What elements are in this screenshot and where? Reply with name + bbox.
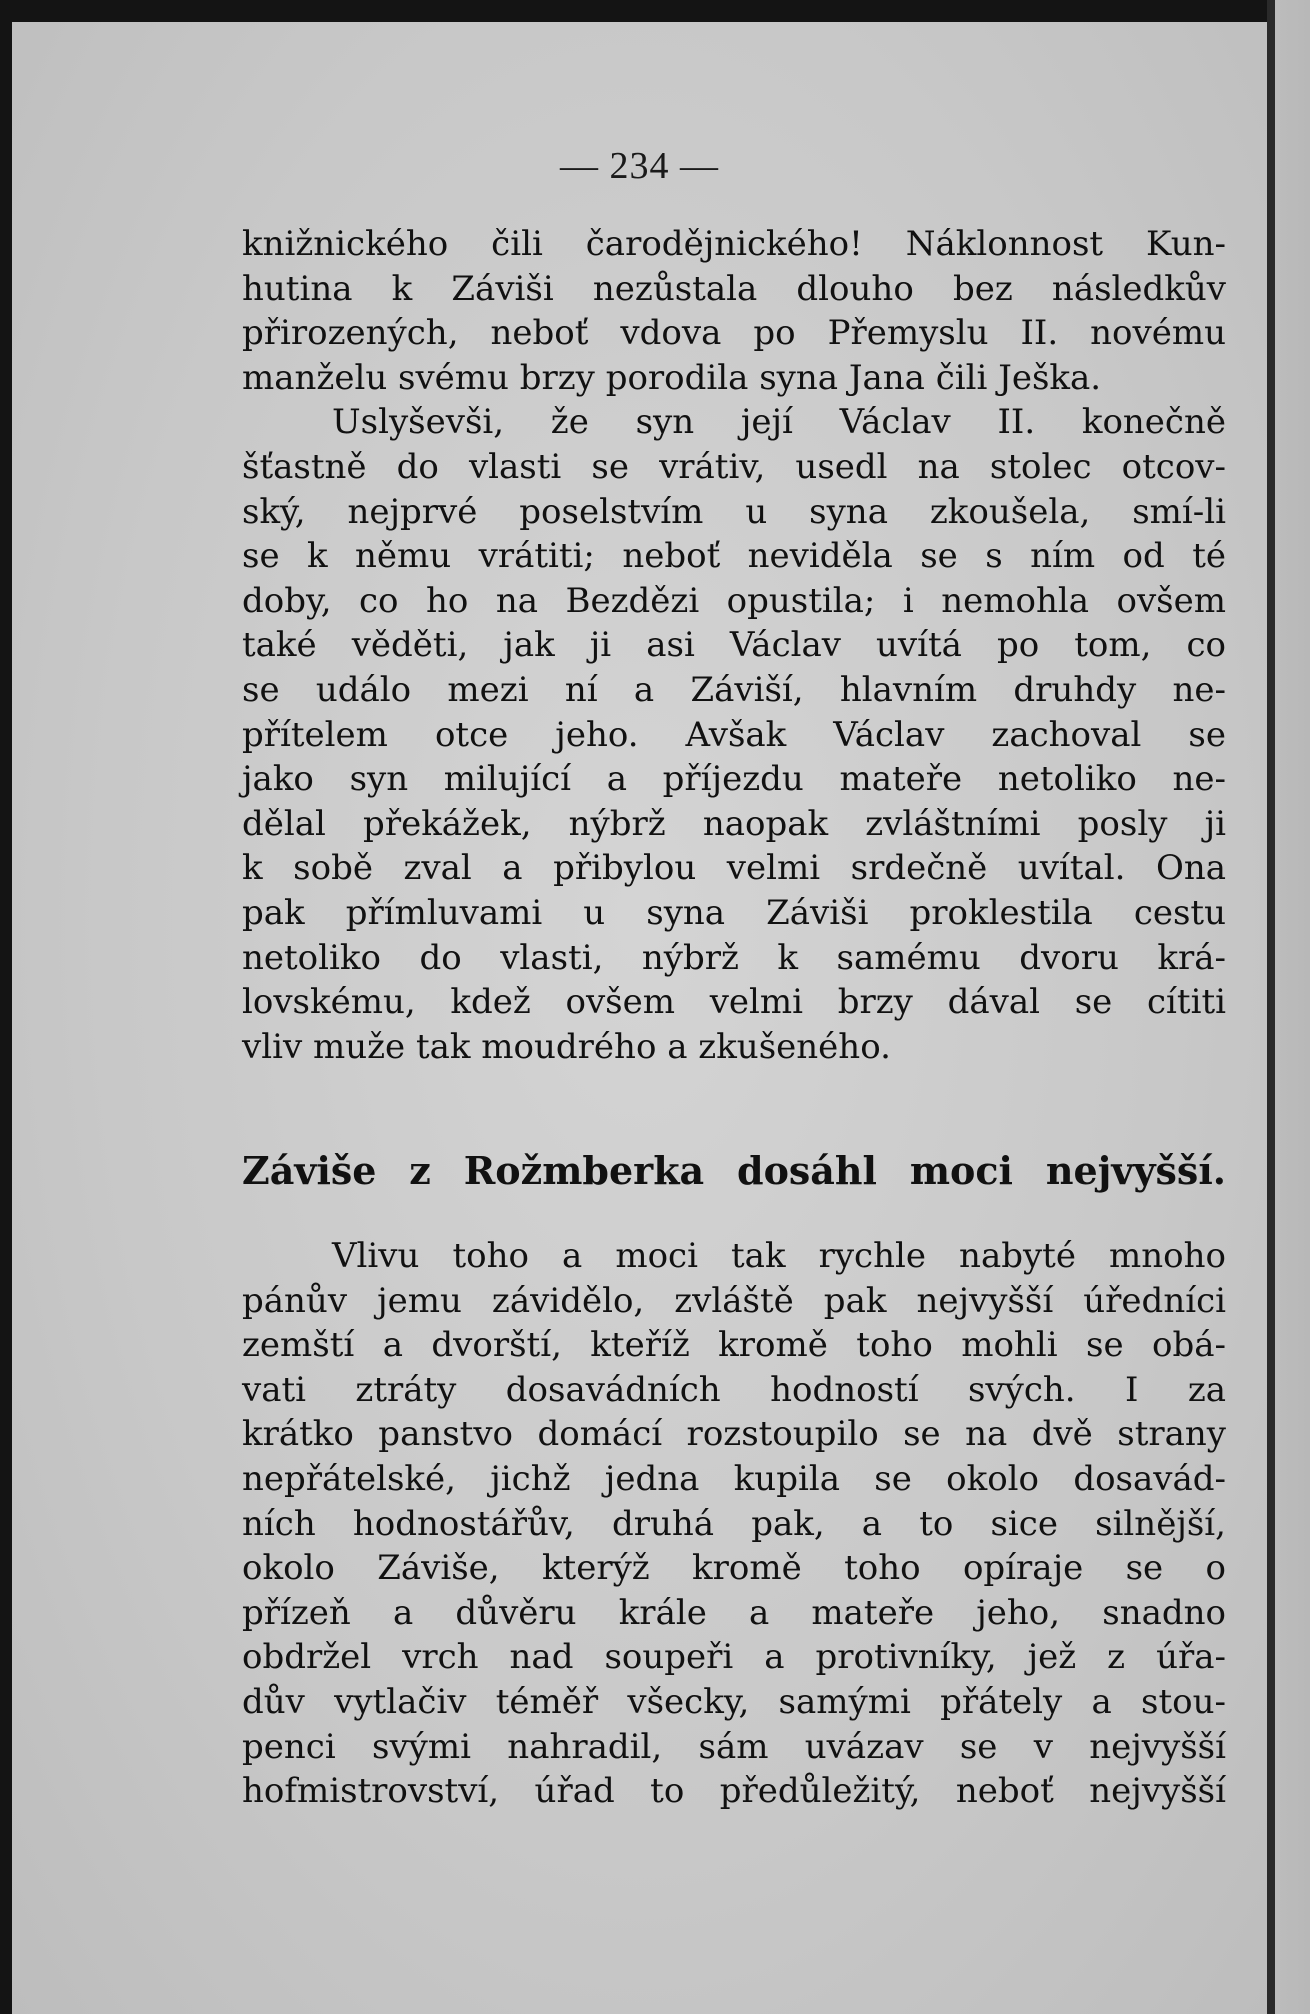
text-line: k sobě zval a přibylou velmi srdečně uvítal. Ona	[242, 848, 1226, 889]
text-line: ních hodnostářův, druhá pak, a to sice silnější,	[242, 1503, 1226, 1544]
text-line: vati ztráty dosavádních hodností svých. I za	[242, 1369, 1226, 1410]
text-line: pánův jemu závidělo, zvláště pak nejvyšší úředníci	[242, 1280, 1226, 1321]
text-line: jako syn milující a příjezdu mateře netoliko ne-	[242, 759, 1226, 800]
adjacent-page-edge	[1267, 0, 1310, 2014]
text-line: pak přímluvami u syna Záviši proklestila cestu	[242, 892, 1226, 933]
text-line: přízeň a důvěru krále a mateře jeho, snadno	[242, 1592, 1226, 1633]
text-line: krátko panstvo domácí rozstoupilo se na dvě strany	[242, 1414, 1226, 1455]
text-line: dělal překážek, nýbrž naopak zvláštními posly ji	[242, 803, 1226, 844]
text-line: přítelem otce jeho. Avšak Václav zachoval se	[242, 714, 1226, 755]
text-line: se k němu vrátiti; neboť neviděla se s ním od té	[242, 536, 1226, 577]
text-line: dův vytlačiv téměř všecky, samými přátely a stou-	[242, 1681, 1226, 1722]
text-line: ský, nejprvé poselstvím u syna zkoušela, smí-li	[242, 491, 1226, 532]
text-line: zemští a dvorští, kteříž kromě toho mohli se obá-	[242, 1325, 1226, 1366]
text-line: netoliko do vlasti, nýbrž k samému dvoru krá-	[242, 937, 1226, 978]
text-line: také věděti, jak ji asi Václav uvítá po tom, co	[242, 625, 1226, 666]
text-line: přirozených, neboť vdova po Přemyslu II. novému	[242, 313, 1226, 354]
text-line: doby, co ho na Bezdězi opustila; i nemohla ovšem	[242, 580, 1226, 621]
text-line: manželu svému brzy porodila syna Jana čili Ješka.	[242, 357, 1102, 398]
body-text-top	[242, 222, 1226, 1069]
body-text-bottom	[242, 1234, 1226, 1814]
text-line: penci svými nahradil, sám uvázav se v nejvyšší	[242, 1726, 1226, 1767]
text-line: Vlivu toho a moci tak rychle nabyté mnoho	[332, 1236, 1226, 1276]
text-line: knižnického čili čarodějnického! Náklonnost Kun-	[242, 224, 1226, 264]
text-line: šťastně do vlasti se vrátiv, usedl na stolec otcov-	[242, 446, 1226, 487]
section-heading: Záviše z Rožmberka dosáhl moci nejvyšší.	[242, 1148, 1226, 1193]
text-line: nepřátelské, jichž jedna kupila se okolo dosavád-	[242, 1458, 1226, 1499]
text-line: Uslyševši, že syn její Václav II. konečně	[332, 402, 1226, 443]
text-line: hutina k Záviši nezůstala dlouho bez následkův	[242, 268, 1226, 309]
text-line: obdržel vrch nad soupeři a protivníky, jež z úřa-	[242, 1637, 1226, 1678]
text-line: se událo mezi ní a Záviší, hlavním druhdy ne-	[242, 669, 1226, 710]
text-line: lovskému, kdež ovšem velmi brzy dával se cítiti	[242, 982, 1226, 1023]
text-line: vliv muže tak moudrého a zkušeného.	[242, 1026, 891, 1067]
text-line: hofmistrovství, úřad to předůležitý, neboť nejvyšší	[242, 1771, 1226, 1812]
text-line: okolo Záviše, kterýž kromě toho opíraje se o	[242, 1548, 1226, 1589]
page-number: — 234 —	[560, 145, 719, 187]
